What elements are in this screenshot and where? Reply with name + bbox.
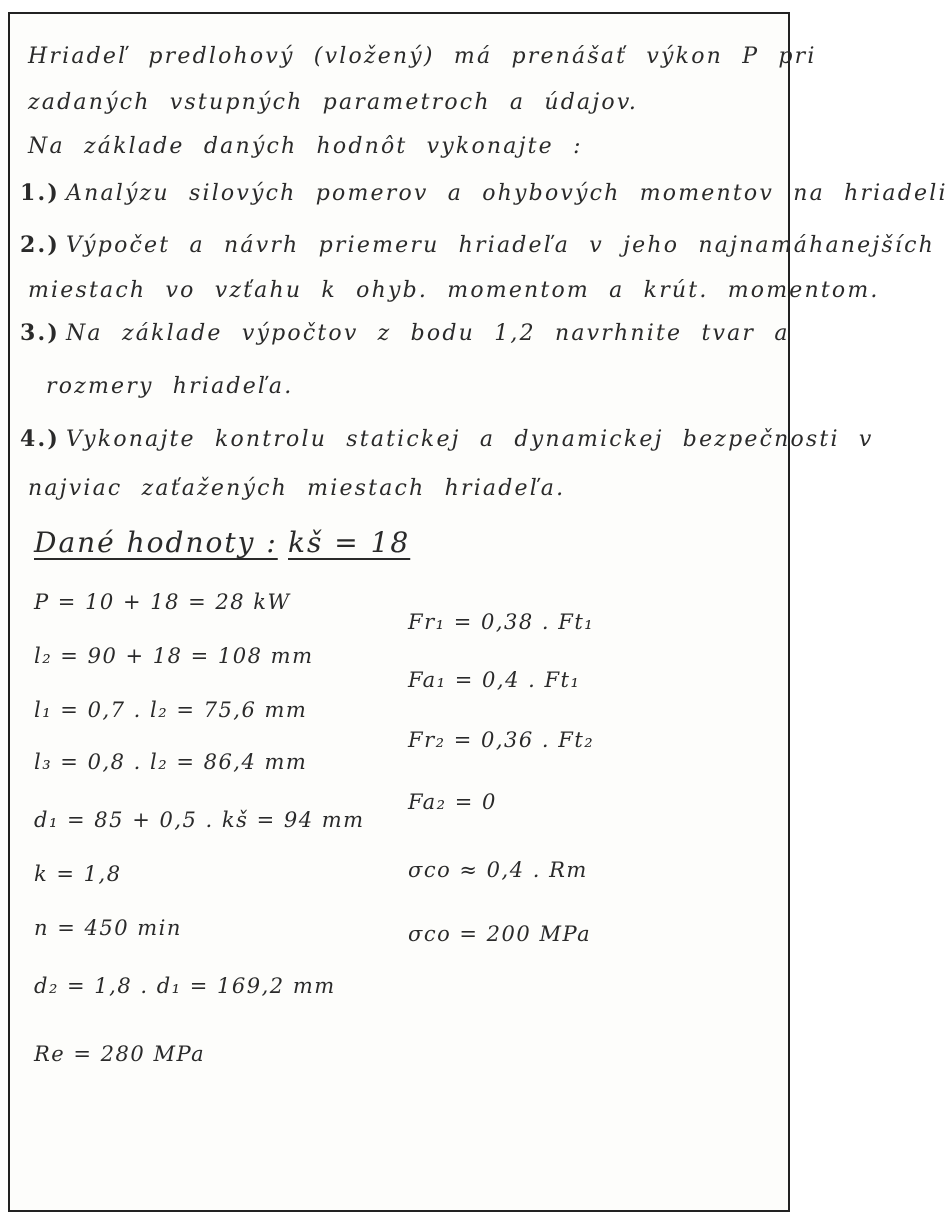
given-values-heading: Dané hodnoty : — [34, 526, 278, 559]
value-l3: l₃ = 0,8 . l₂ = 86,4 mm — [34, 750, 308, 774]
task-item-1: 1.) Analýzu silových pomerov a ohybových momentov na hriadeli — [20, 180, 948, 206]
given-values-heading-row — [34, 526, 411, 559]
value-fr2: Fr₂ = 0,36 . Ft₂ — [408, 728, 595, 752]
value-re: Re = 280 MPa — [34, 1042, 206, 1066]
value-d2: d₂ = 1,8 . d₁ = 169,2 mm — [34, 974, 336, 998]
task-number: 1.) — [20, 180, 60, 206]
text-line-3: Na základe daných hodnôt vykonajte : — [28, 134, 583, 159]
value-sigma-co-approx: σco ≈ 0,4 . Rm — [408, 858, 588, 882]
value-n: n = 450 min — [34, 916, 182, 940]
task-number: 2.) — [20, 232, 60, 258]
task-item-3: 3.) Na základe výpočtov z bodu 1,2 navrhnite tvar a — [20, 320, 790, 346]
value-d1: d₁ = 85 + 0,5 . kš = 94 mm — [34, 808, 365, 832]
value-k: k = 1,8 — [34, 862, 122, 886]
text-line-8: rozmery hriadeľa. — [46, 374, 294, 399]
text-line-2: zadaných vstupných parametroch a údajov. — [28, 90, 639, 115]
handwritten-page — [8, 12, 948, 1212]
text-line-10: najviac zaťažených miestach hriadeľa. — [28, 476, 566, 501]
value-power: P = 10 + 18 = 28 kW — [34, 590, 291, 614]
task-item-2: 2.) Výpočet a návrh priemeru hriadeľa v jeho najnamáhanejších — [20, 232, 936, 258]
value-fr1: Fr₁ = 0,38 . Ft₁ — [408, 610, 595, 634]
value-l1: l₁ = 0,7 . l₂ = 75,6 mm — [34, 698, 308, 722]
value-l2: l₂ = 90 + 18 = 108 mm — [34, 644, 314, 668]
value-fa1: Fa₁ = 0,4 . Ft₁ — [408, 668, 581, 692]
value-fa2: Fa₂ = 0 — [408, 790, 497, 814]
task-number: 3.) — [20, 320, 60, 346]
value-sigma-co: σco = 200 MPa — [408, 922, 592, 946]
text-line-1: Hriadeľ predlohový (vložený) má prenášať výkon P pri — [28, 44, 817, 69]
ks-label: kš = 18 — [288, 526, 411, 559]
text-line-6: miestach vo vzťahu k ohyb. momentom a krút. momentom. — [28, 278, 880, 303]
task-number: 4.) — [20, 426, 60, 452]
task-item-4: 4.) Vykonajte kontrolu statickej a dynamickej bezpečnosti v — [20, 426, 874, 452]
